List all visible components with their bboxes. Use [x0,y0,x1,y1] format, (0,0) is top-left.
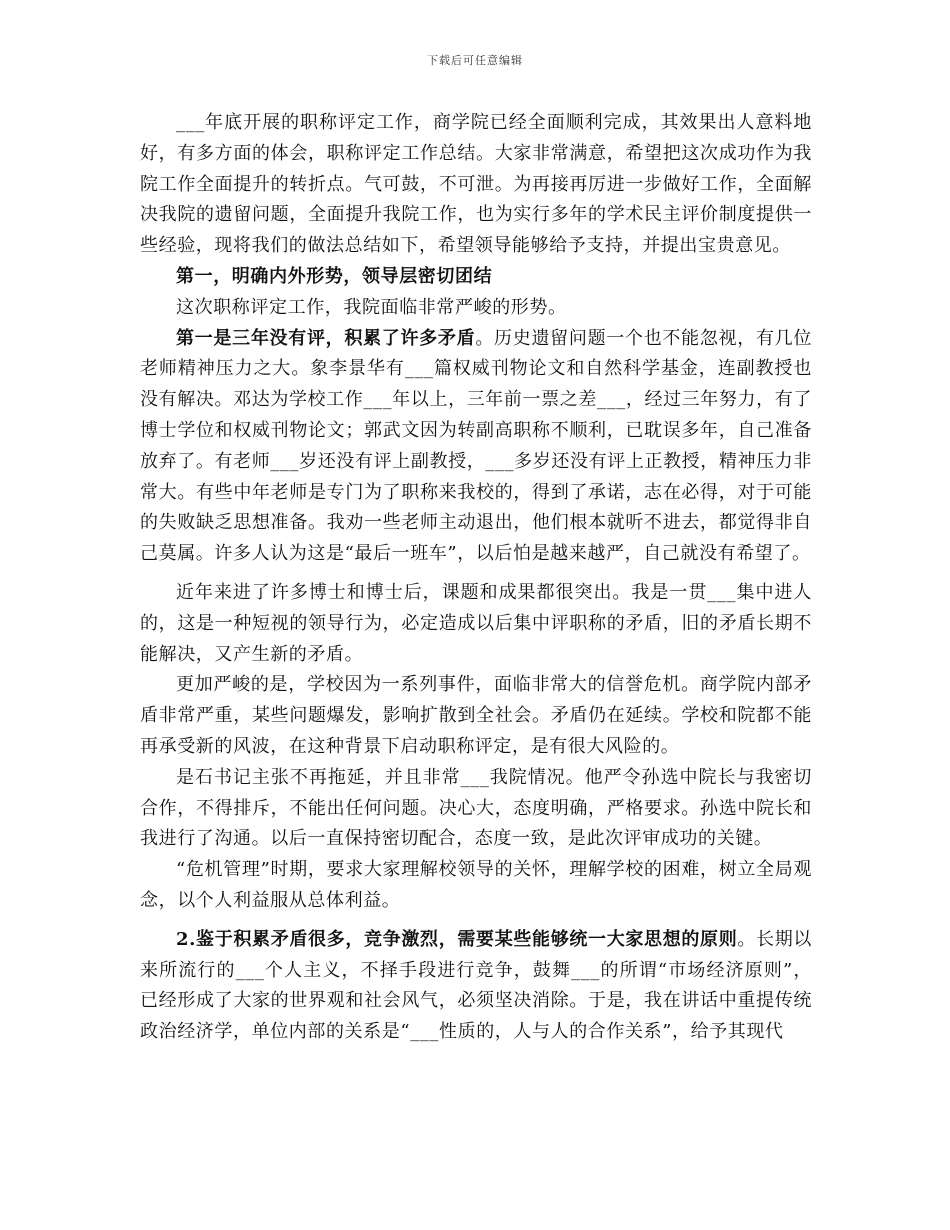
document-body [140,108,812,1048]
page-header-note: 下载后可任意编辑 [427,54,523,67]
paragraph-lead-bold: 2.鉴于积累矛盾很多，竞争激烈，需要某些能够统一大家思想的原则 [176,928,738,950]
paragraph-lead-bold: 第一是三年没有评，积累了许多矛盾 [176,327,476,349]
section-heading-first: 第一，明确内外形势，领导层密切团结 [176,265,493,287]
paragraph-three-years: 第一是三年没有评，积累了许多矛盾。历史遗留问题一个也不能忽视，有几位老师精神压力之大。象李景华有___篇权威刊物论文和自然科学基金，连副教授也没有解决。邓达为学校工作___年以上，三年前一票之差___，经过三年努力，有了博士学位和权威刊物论文；郭武文因为转副高职称不顺利，已耽误多年，自己准备放弃了。有老师___岁还没有评上副教授，___多岁还没有评上正教授，精神压力非常大。有些中年老师是专门为了职称来我校的，得到了承诺，志在必得，对于可能的失败缺乏思想准备。我劝一些老师主动退出，他们根本就听不进去，都觉得非自己莫属。许多人认为这是“最后一班车”，以后怕是越来越严，自己就没有希望了。 [140,327,812,565]
paragraph-crisis-management: “危机管理”时期，要求大家理解校领导的关怀，理解学校的困难，树立全局观念，以个人利益服从总体利益。 [140,859,812,911]
paragraph-situation: 这次职称评定工作，我院面临非常严峻的形势。 [176,296,567,318]
paragraph-principles: 2.鉴于积累矛盾很多，竞争激烈，需要某些能够统一大家思想的原则。长期以来所流行的___个人主义，不择手段进行竞争，鼓舞___的所谓“市场经济原则”，已经形成了大家的世界观和社会风气，必须坚决消除。于是，我在讲话中重提传统政治经济学，单位内部的关系是“___性质的，人与人的合作关系”，给予其现代 [140,928,812,1043]
paragraph-doctors: 近年来进了许多博士和博士后，课题和成果都很突出。我是一贯___集中进人的，这是一种短视的领导行为，必定造成以后集中评职称的矛盾，旧的矛盾长期不能解决，又产生新的矛盾。 [140,581,812,665]
paragraph-intro: ___年底开展的职称评定工作，商学院已经全面顺利完成，其效果出人意料地好，有多方面的体会，职称评定工作总结。大家非常满意，希望把这次成功作为我院工作全面提升的转折点。气可鼓，不可泄。为再接再厉进一步做好工作，全面解决我院的遗留问题，全面提升我院工作，也为实行多年的学术民主评价制度提供一些经验，现将我们的做法总结如下，希望领导能够给予支持，并提出宝贵意见。 [140,112,812,257]
paragraph-secretary: 是石书记主张不再拖延，并且非常___我院情况。他严令孙选中院长与我密切合作，不得排斥，不能出任何问题。决心大，态度明确，严格要求。孙选中院长和我进行了沟通。以后一直保持密切配合，态度一致，是此次评审成功的关键。 [140,766,812,850]
paragraph-crisis: 更加严峻的是，学校因为一系列事件，面临非常大的信誉危机。商学院内部矛盾非常严重，某些问题爆发，影响扩散到全社会。矛盾仍在延续。学校和院都不能再承受新的风波，在这种背景下启动职称评定，是有很大风险的。 [140,674,812,757]
